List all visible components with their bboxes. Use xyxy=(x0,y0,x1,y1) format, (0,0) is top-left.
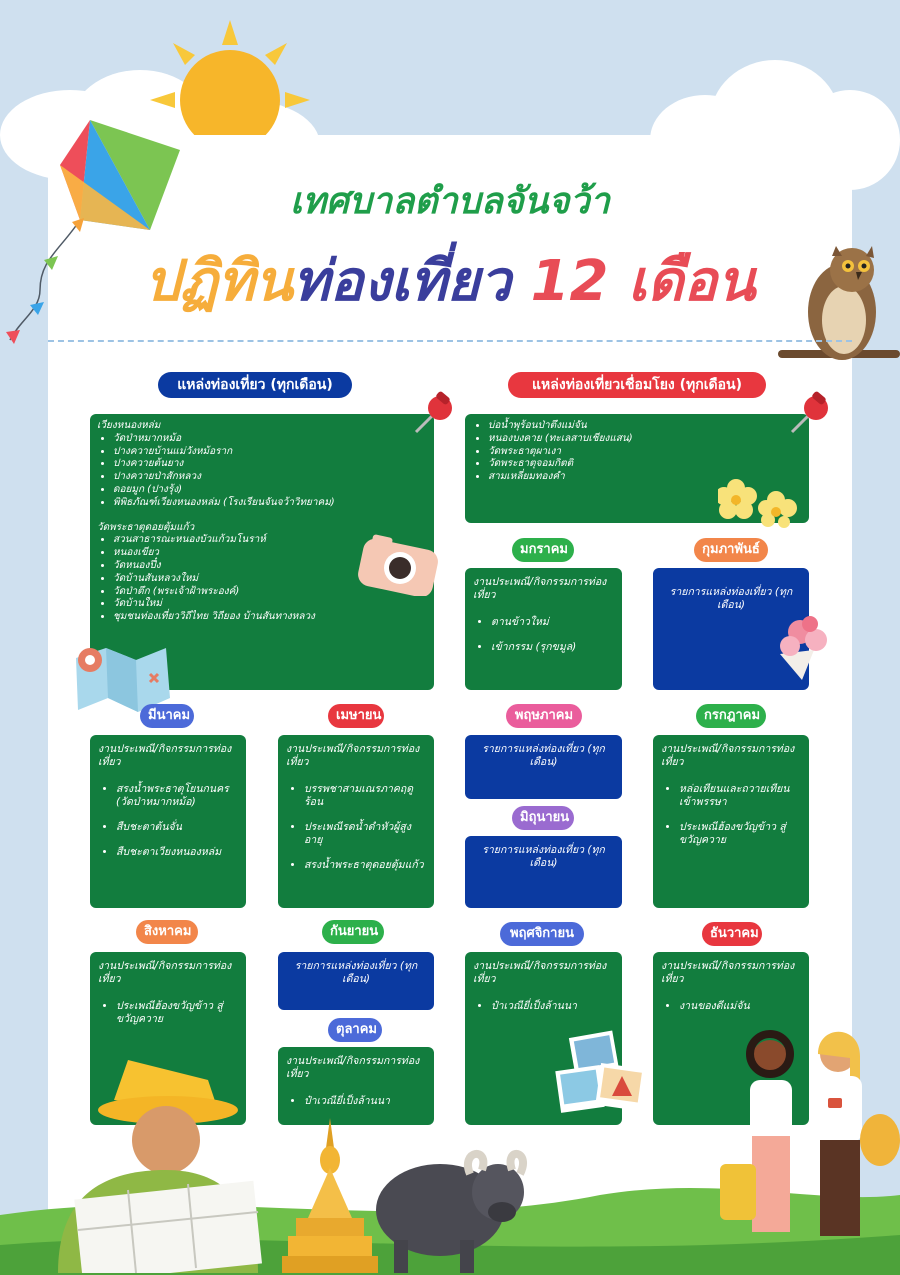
list-item: • สามเหลี่ยมทองคำ xyxy=(488,471,802,484)
month-text: รายการแหล่งท่องเที่ยว (ทุกเดือน) xyxy=(669,586,793,611)
month-card-jun xyxy=(465,836,622,908)
list-item: • ป๋าเวณียี่เป็งล้านนา xyxy=(304,1095,426,1108)
month-pill-jun: มิถุนายน xyxy=(512,806,574,830)
couple-icon xyxy=(720,1024,900,1254)
month-pill-feb: กุมภาพันธ์ xyxy=(694,538,768,562)
month-card-oct xyxy=(278,1047,434,1125)
month-card-apr xyxy=(278,735,434,908)
attractions-heading: แหล่งท่องเที่ยว (ทุกเดือน) xyxy=(158,372,352,398)
month-pill-jul: กรกฎาคม xyxy=(696,704,766,728)
list-item: • สืบชะตาต้นจั่น xyxy=(116,821,238,834)
month-intro: งานประเพณี/กิจกรรมการท่องเที่ยว xyxy=(286,743,420,768)
month-text: รายการแหล่งท่องเที่ยว (ทุกเดือน) xyxy=(294,960,418,985)
month-events xyxy=(286,783,426,872)
month-events xyxy=(98,1000,238,1026)
list-item: • บรรพชาสามเณรภาคฤดูร้อน xyxy=(304,783,426,809)
municipality-title: เทศบาลตำบลจันจว้า xyxy=(290,180,610,222)
list-item: • วัดป่าหมากหม้อ xyxy=(113,433,427,446)
list-item: • หนองเขียว xyxy=(113,547,427,560)
attractions-group1-title: เวียงหนองหล่ม xyxy=(97,420,161,431)
traveler-icon xyxy=(18,1050,268,1273)
list-item: • สรงน้ำพระธาตุดอยตุ้มแก้ว xyxy=(304,859,426,872)
month-intro: งานประเพณี/กิจกรรมการท่องเที่ยว xyxy=(661,743,795,768)
month-events xyxy=(98,783,238,859)
title-part-travel: ท่องเที่ยว xyxy=(292,249,512,314)
list-item: • วัดหนองปึ๋ง xyxy=(113,560,427,573)
month-events xyxy=(473,616,614,654)
list-item: • ป๋าเวณียี่เป็งล้านนา xyxy=(491,1000,614,1013)
pushpin-icon xyxy=(410,390,460,436)
month-events xyxy=(661,1000,801,1013)
month-text: รายการแหล่งท่องเที่ยว (ทุกเดือน) xyxy=(482,844,605,869)
list-item: • วัดป่าตึก (พระเจ้าฝ้าพระองค์) xyxy=(113,586,427,599)
month-intro: งานประเพณี/กิจกรรมการท่องเที่ยว xyxy=(286,1055,420,1080)
month-pill-may: พฤษภาคม xyxy=(506,704,582,728)
header-divider xyxy=(48,340,852,342)
month-intro: งานประเพณี/กิจกรรมการท่องเที่ยว xyxy=(98,960,232,985)
list-item: • สืบชะตาเวียงหนองหล่ม xyxy=(116,846,238,859)
list-item: • ปางควายบ้านแม่วังหม้อราก xyxy=(113,446,427,459)
month-card-may xyxy=(465,735,622,799)
month-pill-jan: มกราคม xyxy=(512,538,574,562)
list-item: • ปางควายต้นยาง xyxy=(113,458,427,471)
list-item: • วัดบ้านใหม่ xyxy=(113,598,427,611)
month-card-jan xyxy=(465,568,622,690)
list-item: • ประเพณีฮ้องขวัญข้าว สู่ขวัญควาย xyxy=(679,821,801,847)
month-intro: งานประเพณี/กิจกรรมการท่องเที่ยว xyxy=(473,960,607,985)
month-pill-dec: ธันวาคม xyxy=(702,922,762,946)
list-item: • วัดพระธาตุผาเงา xyxy=(488,446,802,459)
list-item: • ดอยมูก (ปางรุ้ง) xyxy=(113,484,427,497)
bouquet-icon xyxy=(770,610,836,684)
list-item: • ชุมชนท่องเที่ยววิถีไทย วิถียอง บ้านสันทางหลวง xyxy=(113,611,427,624)
list-item: • ปางควายป่าสักหลวง xyxy=(113,471,427,484)
month-card-jul xyxy=(653,735,809,908)
month-pill-sep: กันยายน xyxy=(322,920,384,944)
list-item: • หล่อเทียนและถวายเทียนเข้าพรรษา xyxy=(679,783,801,809)
month-events xyxy=(661,783,801,847)
list-item: • งานของดีแม่จัน xyxy=(679,1000,801,1013)
title-part-calendar: ปฏิทิน xyxy=(144,249,293,314)
month-text: รายการแหล่งท่องเที่ยว (ทุกเดือน) xyxy=(482,743,605,768)
month-card-sep xyxy=(278,952,434,1010)
buffalo-icon xyxy=(370,1140,540,1273)
title-part-months: 12 เดือน xyxy=(530,249,756,314)
month-pill-nov: พฤศจิกายน xyxy=(500,922,584,946)
month-pill-oct: ตุลาคม xyxy=(328,1018,382,1042)
linked-attractions-list xyxy=(472,420,802,484)
list-item: • ตานข้าวใหม่ xyxy=(491,616,614,629)
month-pill-mar: มีนาคม xyxy=(140,704,194,728)
list-item: • สวนสาธารณะหนองบัวแก้วมโนราห์ xyxy=(113,534,427,547)
list-item: • ประเพณีรดน้ำดำหัวผู้สูงอายุ xyxy=(304,821,426,847)
list-item: • วัดบ้านสันหลวงใหม่ xyxy=(113,573,427,586)
list-item: • บ่อน้ำพุร้อนป่าตึงแม่จัน xyxy=(488,420,802,433)
list-item: • วัดพระธาตุจอมกิตติ xyxy=(488,458,802,471)
list-item: • ประเพณีฮ้องขวัญข้าว สู่ขวัญควาย xyxy=(116,1000,238,1026)
flower-icon xyxy=(718,476,804,528)
linked-attractions-heading: แหล่งท่องเที่ยวเชื่อมโยง (ทุกเดือน) xyxy=(508,372,766,398)
month-intro: งานประเพณี/กิจกรรมการท่องเที่ยว xyxy=(661,960,795,985)
month-pill-aug: สิงหาคม xyxy=(136,920,198,944)
camera-icon xyxy=(356,532,442,596)
pushpin-icon xyxy=(786,390,836,436)
pagoda-icon xyxy=(282,1118,378,1273)
attractions-group2-title: วัดพระธาตุดอยตุ้มแก้ว xyxy=(97,521,195,533)
month-intro: งานประเพณี/กิจกรรมการท่องเที่ยว xyxy=(98,743,232,768)
list-item: • หนองบงคาย (ทะเลสาบเชียงแสน) xyxy=(488,433,802,446)
list-item: • พิพิธภัณฑ์เวียงหนองหล่ม (โรงเรียนจันจว้าวิทยาคม) xyxy=(113,497,427,510)
month-pill-apr: เมษายน xyxy=(328,704,384,728)
attractions-group1-list xyxy=(97,433,427,510)
month-intro: งานประเพณี/กิจกรรมการท่องเที่ยว xyxy=(473,576,607,601)
month-events xyxy=(473,1000,614,1013)
month-events xyxy=(286,1095,426,1108)
month-card-mar xyxy=(90,735,246,908)
list-item: • เข้ากรรม (รุกขมูล) xyxy=(491,641,614,654)
photos-icon xyxy=(554,1028,650,1118)
page-title xyxy=(0,236,900,325)
list-item: • สรงน้ำพระธาตุโยนกนคร (วัดป่าหมากหม้อ) xyxy=(116,783,238,809)
